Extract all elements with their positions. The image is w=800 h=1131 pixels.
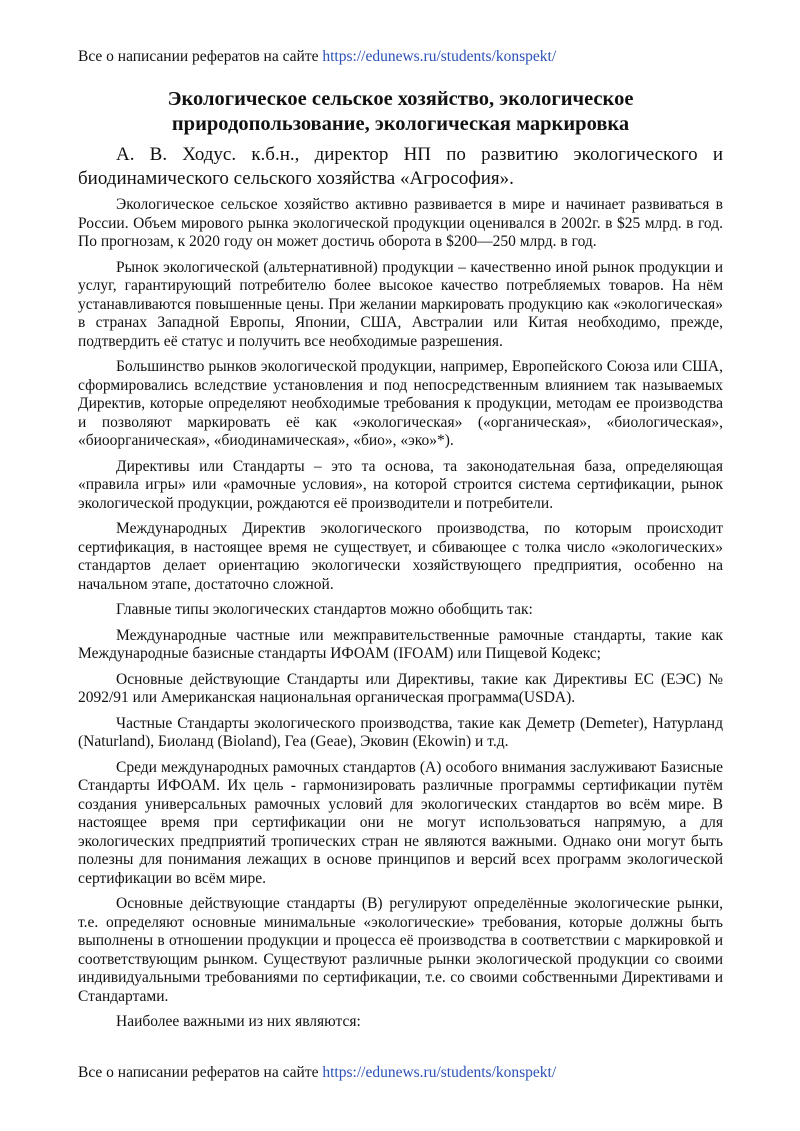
header-text: Все о написании рефератов на сайте: [78, 48, 323, 65]
paragraph: Главные типы экологических стандартов можно обобщить так:: [116, 601, 533, 618]
footer-link[interactable]: https://edunews.ru/students/konspekt/: [322, 1064, 557, 1081]
page-footer: [78, 1063, 556, 1082]
paragraph: Международных Директив экологического производства, по которым происходит сертификация, в настоящее время не существует, и сбивающее с толка число «экологических» стандартов делает ориентацию экологически хозяйствующего предприятия, особенно на начальном этапе, достаточно сложной.: [78, 520, 723, 593]
paragraph: Международные частные или межправительственные рамочные стандарты, такие как Международные базисные стандарты ИФОАМ (IFOAM) или Пищевой Кодекс;: [78, 626, 723, 662]
paragraph: Наиболее важными из них являются:: [116, 1013, 361, 1030]
paragraph: Большинство рынков экологической продукции, например, Европейского Союза или США, сформировались вследствие установления и под непосредственным влиянием так называемых Директив, которые определяют необходимые требования к продукции, методам ее производства и позволяют маркировать её как «экологическая» («органическая», «биологическая», «биоорганическая», «биодинамическая», «био», «эко»*).: [78, 358, 723, 449]
title-line-2: природопользование, экологическая маркировка: [171, 113, 630, 135]
document-title: [78, 87, 723, 137]
paragraph: Основные действующие Стандарты или Директивы, такие как Директивы ЕС (ЕЭС) № 2092/91 или Американская национальная органическая программа(USDA).: [78, 670, 723, 706]
header-link[interactable]: https://edunews.ru/students/konspekt/: [322, 48, 557, 65]
paragraph: Среди международных рамочных стандартов (А) особого внимания заслуживают Базисные Стандарты ИФОАМ. Их цель - гармонизировать различные программы сертификации путём создания универсальных рамочных условий для экологических стандартов во всём мире. В настоящее время при сертификации они не могут использоваться напрямую, а для экологических предприятий тропических стран не являются важными. Однако они могут быть полезны для понимания лежащих в основе принципов и версий всех программ экологической сертификации во всём мире.: [78, 758, 723, 887]
paragraph: Рынок экологической (альтернативной) продукции – качественно иной рынок продукции и услуг, гарантирующий потребителю более высокое качество потребляемых товаров. На нём устанавливаются повышенные цены. При желании маркировать продукцию как «экологическая» в странах Западной Европы, Японии, США, Австралии или Китая необходимо, прежде, подтвердить её статус и получить все необходимые разрешения.: [78, 258, 723, 350]
paragraph: Основные действующие стандарты (В) регулируют определённые экологические рынки, т.е. определяют основные минимальные «экологические» требования, которые должны быть выполнены в отношении продукции и процесса её производства в соответствии с маркировкой и соответствующим рынком. Существуют различные рынки экологической продукции со своими индивидуальными требованиями по сертификации, т.е. со своими собственными Директивами и Стандартами.: [78, 895, 723, 1005]
footer-text: Все о написании рефератов на сайте: [78, 1064, 323, 1081]
page-header: [78, 47, 556, 66]
document-body: [78, 196, 723, 1039]
paragraph: Экологическое сельское хозяйство активно развивается в мире и начинает развиваться в России. Объем мирового рынка экологической продукции оценивался в 2002г. в $25 млрд. в год. По прогнозам, к 2020 году он может достичь оборота в $200—250 млрд. в год.: [78, 196, 723, 250]
paragraph: Директивы или Стандарты – это та основа, та законодательная база, определяющая «правила игры» или «рамочные условия», на которой строится система сертификации, рынок экологической продукции, рождаются её производители и потребители.: [78, 457, 723, 512]
paragraph: Частные Стандарты экологического производства, такие как Деметр (Demeter), Натурланд (Naturland), Биоланд (Bioland), Геа (Geae), Эковин (Ekowin) и т.д.: [78, 714, 723, 750]
author-line: А. В. Ходус. к.б.н., директор НП по развитию экологического и биодинамического сельского хозяйства «Агрософия».: [78, 144, 723, 189]
title-line-1: Экологическое сельское хозяйство, экологическое: [167, 88, 634, 110]
